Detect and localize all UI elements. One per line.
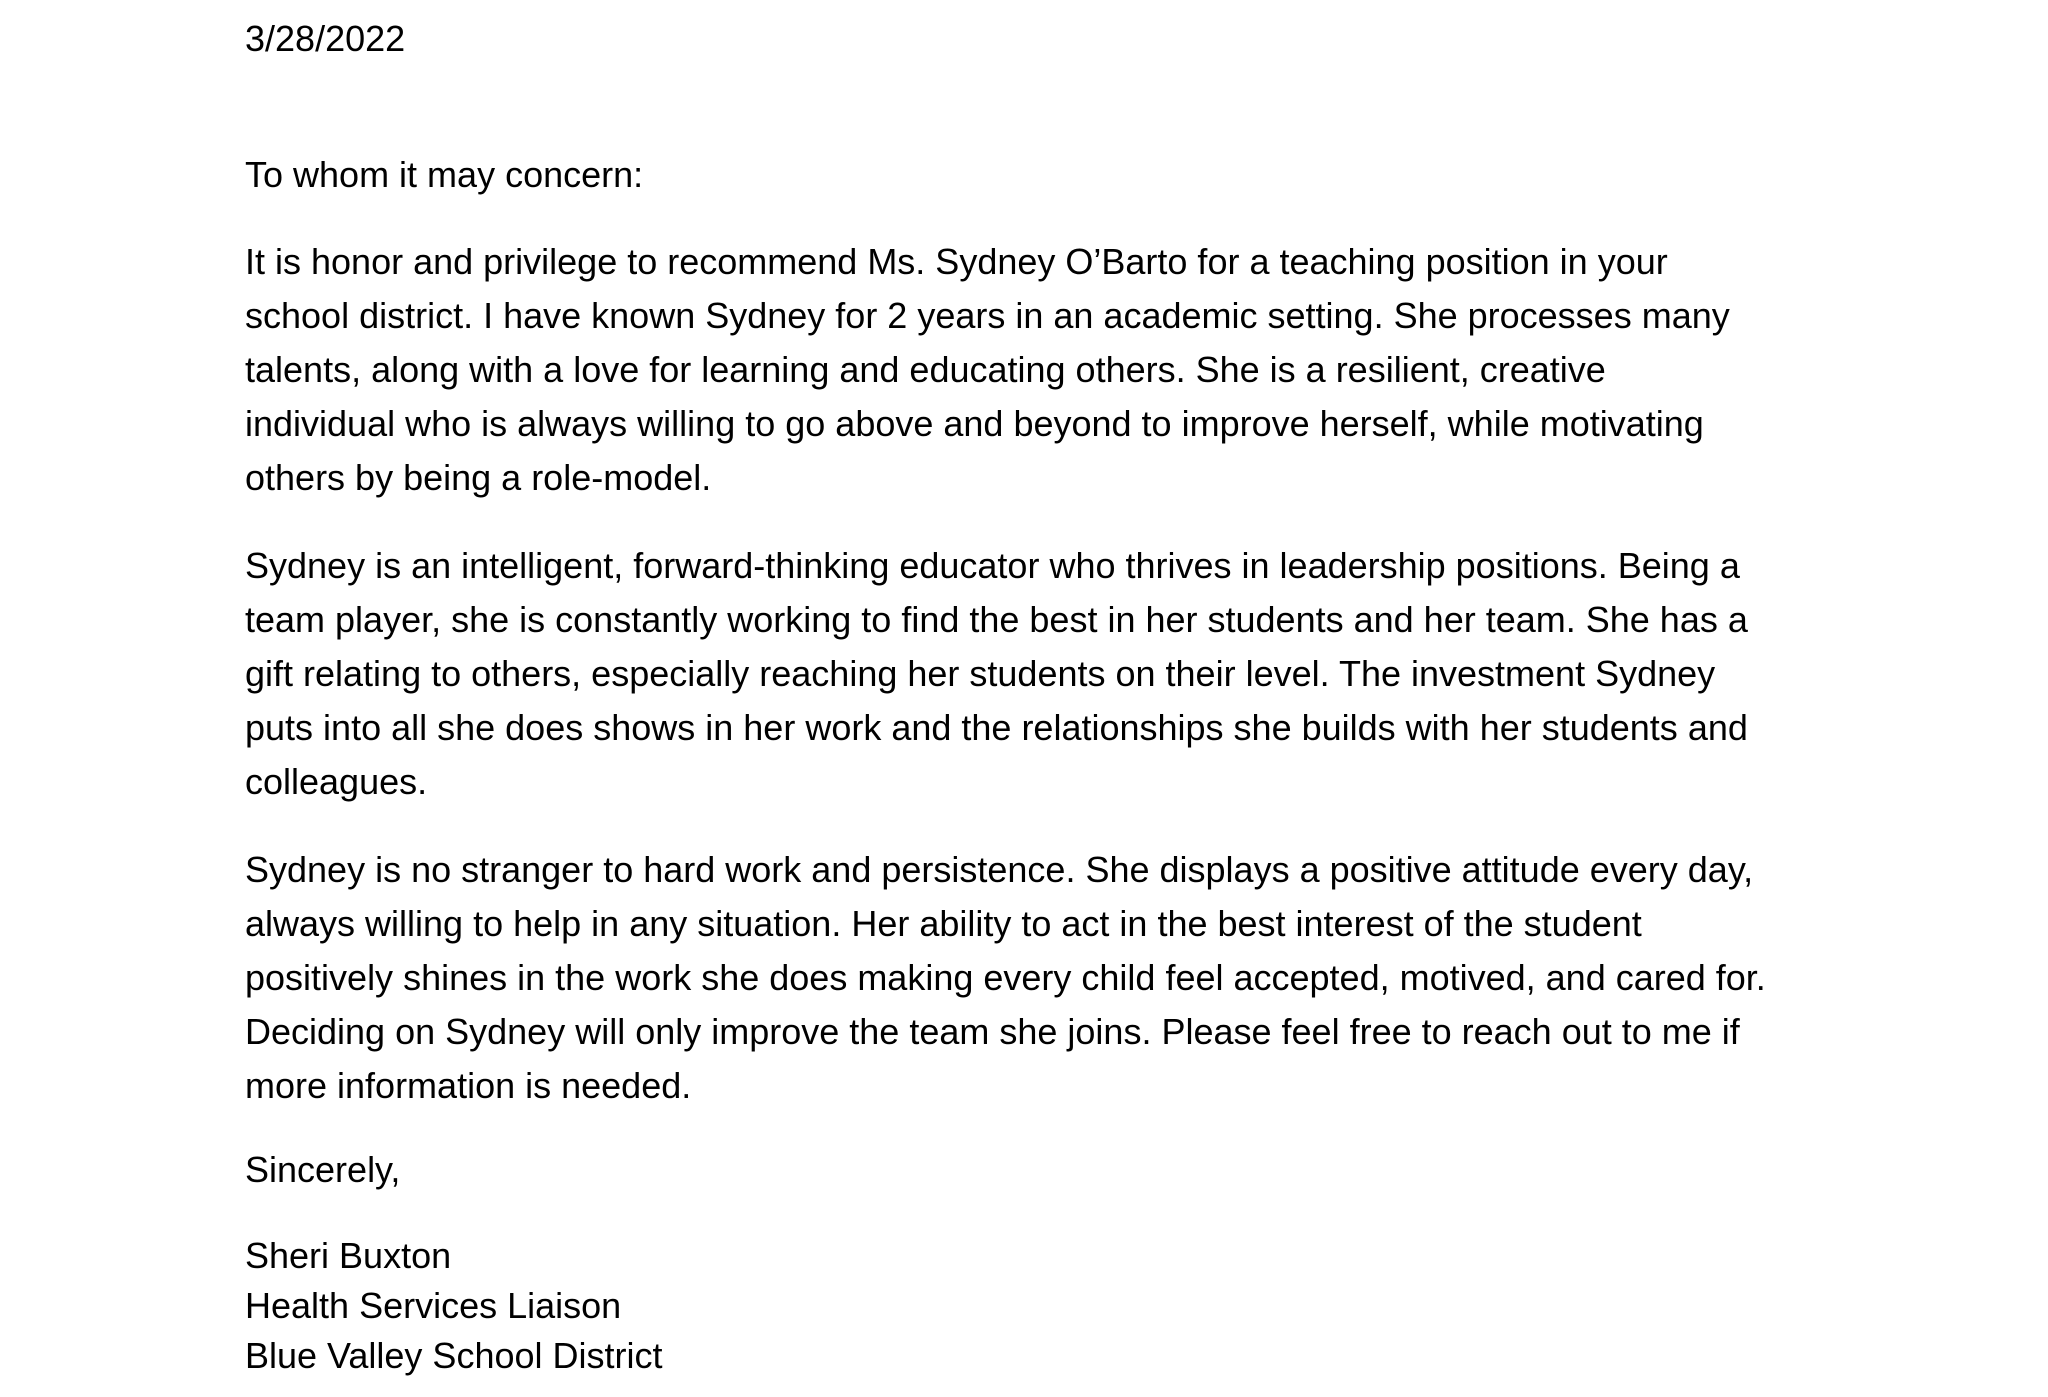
signer-name: Sheri Buxton [245, 1235, 452, 1276]
paragraph-line: positively shines in the work she does making every child feel accepted, motived, and cared for. [245, 957, 1766, 998]
paragraph-line: puts into all she does shows in her work and the relationships she builds with her students and [245, 707, 1748, 748]
paragraph-line: Sydney is no stranger to hard work and persistence. She displays a positive attitude every day, [245, 849, 1754, 890]
paragraph-line: Sydney is an intelligent, forward-thinking educator who thrives in leadership positions. Being a [245, 545, 1740, 586]
paragraph-line: team player, she is constantly working to find the best in her students and her team. She has a [245, 599, 1748, 640]
closing: Sincerely, [245, 1149, 401, 1190]
paragraph-line: colleagues. [245, 761, 428, 802]
signature-block [245, 1231, 663, 1381]
paragraph-2 [245, 539, 1825, 809]
paragraph-1 [245, 235, 1825, 505]
paragraph-line: individual who is always willing to go above and beyond to improve herself, while motivating [245, 403, 1704, 444]
paragraph-line: It is honor and privilege to recommend Ms. Sydney O’Barto for a teaching position in your [245, 241, 1668, 282]
paragraph-line: school district. I have known Sydney for 2 years in an academic setting. She processes many [245, 295, 1730, 336]
paragraph-line: Deciding on Sydney will only improve the team she joins. Please feel free to reach out to me if [245, 1011, 1740, 1052]
signer-organization: Blue Valley School District [245, 1335, 663, 1376]
letter-date: 3/28/2022 [245, 18, 406, 59]
salutation: To whom it may concern: [245, 154, 644, 195]
signer-title: Health Services Liaison [245, 1285, 622, 1326]
paragraph-line: gift relating to others, especially reaching her students on their level. The investment Sydney [245, 653, 1716, 694]
paragraph-line: always willing to help in any situation. Her ability to act in the best interest of the student [245, 903, 1642, 944]
paragraph-line: talents, along with a love for learning and educating others. She is a resilient, creative [245, 349, 1606, 390]
paragraph-line: others by being a role-model. [245, 457, 712, 498]
paragraph-line: more information is needed. [245, 1065, 692, 1106]
paragraph-3 [245, 843, 1825, 1113]
